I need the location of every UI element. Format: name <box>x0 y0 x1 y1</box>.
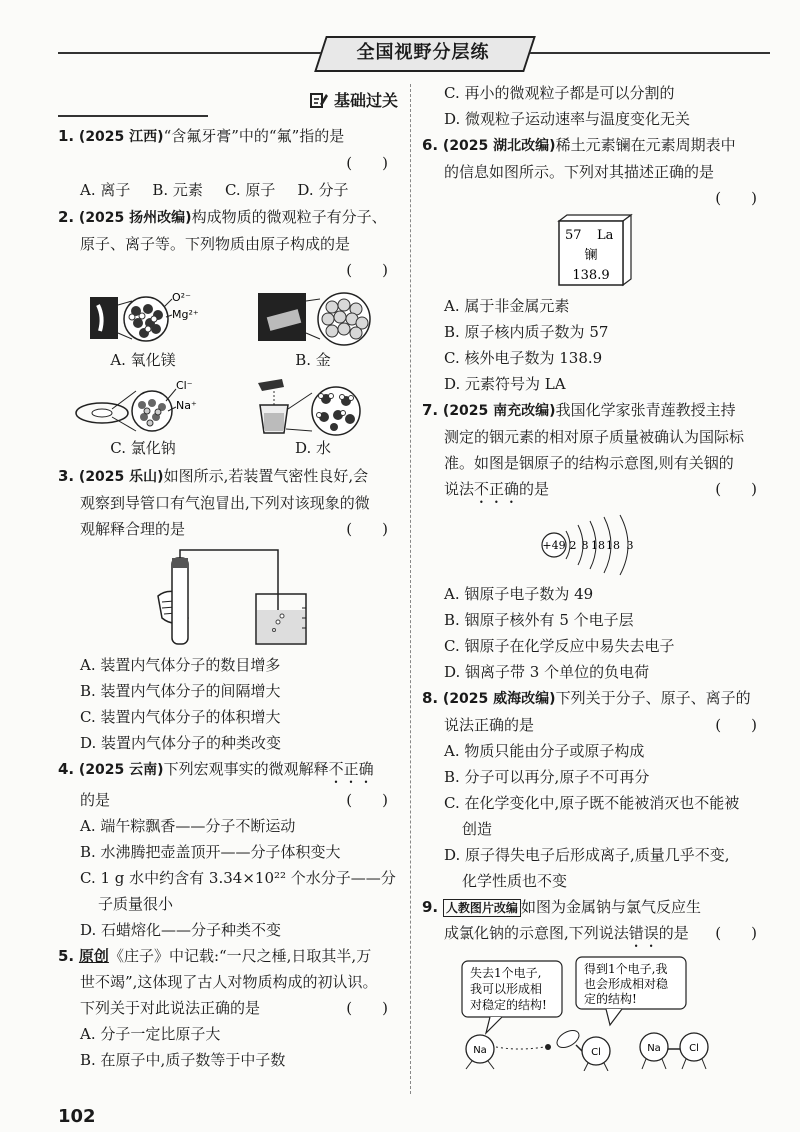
question-text: 如图为金属钠与氯气反应生 <box>520 898 701 916</box>
question-source: (2025 乐山) <box>78 469 164 485</box>
pencil-icon <box>310 91 328 109</box>
question-source: (2025 云南) <box>78 762 164 778</box>
shell-3-count: 18 <box>590 539 605 552</box>
figure-d[interactable] <box>228 375 398 459</box>
question-number: 5. <box>58 947 75 965</box>
shell-1-count: 2 <box>569 539 576 552</box>
answer-blank[interactable]: ( ) <box>715 716 757 734</box>
emphasis-text: 错误 <box>628 924 659 942</box>
emphasis-text: 不正确 <box>328 760 374 778</box>
left-column <box>58 80 398 1073</box>
question-text: 的是 <box>519 480 550 498</box>
option-c[interactable]: C. 铟原子在化学反应中易失去电子 <box>444 637 675 655</box>
answer-blank[interactable]: ( ) <box>715 480 757 498</box>
option-c[interactable]: C. 装置内气体分子的体积增大 <box>80 708 281 726</box>
question-source: (2025 南充改编) <box>442 403 556 419</box>
figure-caption: D. 水 <box>294 439 332 457</box>
question-text-cont: 的信息如图所示。下列对其描述正确的是 <box>444 163 715 181</box>
column-divider <box>410 84 411 1094</box>
question-text-cont <box>422 476 767 507</box>
question-number: 3. <box>58 467 75 485</box>
question-text: 说法 <box>444 480 475 498</box>
option-d[interactable]: D. 铟离子带 3 个单位的负电荷 <box>444 663 650 681</box>
section-underline <box>58 115 208 117</box>
option-a[interactable]: A. 装置内气体分子的数目增多 <box>80 656 281 674</box>
answer-blank[interactable]: ( ) <box>346 999 388 1017</box>
question-text-cont: 原子、离子等。下列物质由原子构成的是 <box>80 235 351 253</box>
question-text: 说法正确的是 <box>444 716 535 734</box>
element-symbol: La <box>596 228 613 243</box>
option-d[interactable]: D. 微观粒子运动速率与温度变化无关 <box>444 110 691 128</box>
option-b[interactable]: B. 铟原子核外有 5 个电子层 <box>444 611 634 629</box>
question-text: 如图所示,若装置气密性良好,会 <box>163 467 369 485</box>
page-title: 全国视野分层练 <box>356 42 490 63</box>
option-d-cont: 化学性质也不变 <box>462 872 568 890</box>
question-text-cont <box>422 712 767 738</box>
periodic-table-cell <box>555 213 635 289</box>
na-character-label: Na <box>472 1045 487 1056</box>
question-number: 9. <box>422 898 439 916</box>
option-d[interactable]: D. 分子 <box>297 181 349 199</box>
airtightness-apparatus <box>128 548 328 648</box>
question-number: 7. <box>422 401 439 419</box>
ion-label-oxygen: O²⁻ <box>172 291 191 304</box>
ion-label-magnesium: Mg²⁺ <box>172 308 199 321</box>
question-source: (2025 湖北改编) <box>442 138 556 154</box>
question-number: 6. <box>422 136 439 154</box>
shell-4-count: 18 <box>605 539 620 552</box>
question-9 <box>422 894 767 920</box>
answer-blank[interactable]: ( ) <box>346 154 388 172</box>
nucleus-charge: +49 <box>541 539 566 552</box>
figure-a[interactable] <box>58 287 228 371</box>
question-text: 下列关于分子、原子、离子的 <box>555 689 751 707</box>
option-c[interactable]: C. 核外电子数为 138.9 <box>444 349 603 367</box>
page-number: 102 <box>58 1106 96 1127</box>
figure-caption: A. 氧化镁 <box>110 351 176 369</box>
question-text: 成氯化钠的示意图,下列说法 <box>444 924 629 942</box>
question-5 <box>58 943 398 969</box>
element-name: 镧 <box>583 248 598 263</box>
question-text: 《庄子》中记载:“一尺之棰,日取其半,万 <box>108 947 372 965</box>
cl-ion-label: Cl <box>688 1043 699 1054</box>
question-text-cont: 观察到导管口有气泡冒出,下列对该现象的微 <box>80 494 370 512</box>
option-d[interactable]: D. 石蜡熔化——分子种类不变 <box>80 921 282 939</box>
option-a[interactable]: A. 离子 <box>80 181 131 199</box>
ion-label-sodium: Na⁺ <box>176 399 197 412</box>
option-c-cont: 子质量很小 <box>98 895 174 913</box>
question-text-cont <box>422 920 767 951</box>
option-c[interactable]: C. 原子 <box>224 181 276 199</box>
question-2 <box>58 204 398 231</box>
question-8 <box>422 685 767 712</box>
bubble-left-line-2: 我可以形成相 <box>469 982 542 996</box>
option-d[interactable]: D. 元素符号为 LA <box>444 375 566 393</box>
question-3 <box>58 463 398 490</box>
option-b[interactable]: B. 在原子中,质子数等于中子数 <box>80 1051 286 1069</box>
textbook-tag: 人教图片改编 <box>443 899 521 917</box>
question-number: 4. <box>58 760 75 778</box>
option-b[interactable]: B. 装置内气体分子的间隔增大 <box>80 682 281 700</box>
option-a[interactable]: A. 分子一定比原子大 <box>80 1025 221 1043</box>
answer-blank[interactable]: ( ) <box>715 924 757 942</box>
question-source: (2025 江西) <box>78 129 164 145</box>
magnesium-oxide-illustration <box>68 287 218 349</box>
question-text-cont: 世不竭”,这体现了古人对物质构成的初认识。 <box>80 973 378 991</box>
option-a[interactable]: A. 物质只能由分子或原子构成 <box>444 742 645 760</box>
option-a[interactable]: A. 属于非金属元素 <box>444 297 570 315</box>
option-c[interactable]: C. 1 g 水中约含有 3.34×10²² 个水分子——分 <box>80 869 396 887</box>
option-b[interactable]: B. 原子核内质子数为 57 <box>444 323 609 341</box>
question-text: 的是 <box>658 924 689 942</box>
question-number: 8. <box>422 689 439 707</box>
bubble-right-line-2: 也会形成相对稳 <box>583 977 668 991</box>
shell-5-count: 3 <box>626 539 633 552</box>
question-source: (2025 威海改编) <box>442 691 556 707</box>
question-text: 稀土元素镧在元素周期表中 <box>555 136 736 154</box>
question-source: 原创 <box>78 947 109 965</box>
option-c[interactable]: C. 在化学变化中,原子既不能被消灭也不能被 <box>444 794 740 812</box>
shell-2-count: 8 <box>581 539 588 552</box>
section-heading <box>58 88 398 111</box>
answer-blank[interactable]: ( ) <box>346 261 388 279</box>
option-b[interactable]: B. 分子可以再分,原子不可再分 <box>444 768 650 786</box>
options-row <box>58 176 398 204</box>
question-number: 1. <box>58 127 75 145</box>
water-illustration <box>238 375 388 437</box>
question-7 <box>422 397 767 424</box>
question-text: 下列宏观事实的微观解释 <box>163 760 329 778</box>
gold-illustration <box>238 287 388 349</box>
bubble-right-line-3: 定的结构! <box>583 992 637 1006</box>
option-a[interactable]: A. 铟原子电子数为 49 <box>444 585 594 603</box>
figure-grid <box>58 287 398 459</box>
atomic-mass: 138.9 <box>571 268 610 283</box>
question-number: 2. <box>58 208 75 226</box>
bubble-left-line-3: 对稳定的结构! <box>469 998 547 1012</box>
emphasis-text: 不正确 <box>474 480 520 498</box>
indium-atom-structure <box>540 511 650 577</box>
answer-blank[interactable]: ( ) <box>715 189 757 207</box>
question-text: 我国化学家张青莲教授主持 <box>555 401 736 419</box>
question-text-cont: 测定的铟元素的相对原子质量被确认为国际标 <box>444 428 745 446</box>
figure-c[interactable] <box>58 375 228 459</box>
option-c[interactable]: C. 再小的微观粒子都是可以分割的 <box>444 84 675 102</box>
answer-blank[interactable]: ( ) <box>346 791 388 809</box>
question-6 <box>422 132 767 159</box>
cl-character-label: Cl <box>590 1047 601 1058</box>
na-ion-label: Na <box>646 1043 661 1054</box>
option-d[interactable]: D. 原子得失电子后形成离子,质量几乎不变, <box>444 846 730 864</box>
sodium-chlorine-reaction-cartoon <box>440 955 750 1071</box>
question-text: 下列关于对此说法正确的是 <box>80 999 261 1017</box>
option-b[interactable]: B. 元素 <box>152 181 203 199</box>
question-1 <box>58 123 398 150</box>
answer-blank[interactable]: ( ) <box>346 520 388 538</box>
question-text: 的是 <box>80 791 111 809</box>
option-d[interactable]: D. 装置内气体分子的种类改变 <box>80 734 282 752</box>
figure-caption: B. 金 <box>295 351 331 369</box>
question-text: 构成物质的微观粒子有分子、 <box>191 208 387 226</box>
option-b[interactable]: B. 水沸腾把壶盖顶开——分子体积变大 <box>80 843 341 861</box>
question-text: “含氟牙膏”中的“氟”指的是 <box>163 127 345 145</box>
figure-caption: C. 氯化钠 <box>110 439 176 457</box>
right-column <box>422 80 767 1071</box>
question-text: 观解释合理的是 <box>80 520 186 538</box>
question-text-cont: 准。如图是铟原子的结构示意图,则有关铟的 <box>444 454 734 472</box>
option-a[interactable]: A. 端午粽飘香——分子不断运动 <box>80 817 296 835</box>
question-text-cont <box>58 516 398 542</box>
question-source: (2025 扬州改编) <box>78 210 192 226</box>
question-text-cont <box>58 995 398 1021</box>
figure-b[interactable] <box>228 287 398 371</box>
option-c-cont: 创造 <box>462 820 493 838</box>
sodium-chloride-illustration <box>68 375 218 437</box>
atomic-number: 57 <box>564 228 582 243</box>
section-title: 基础过关 <box>333 91 398 110</box>
question-text-cont <box>58 787 398 813</box>
ion-label-chloride: Cl⁻ <box>176 379 193 392</box>
bubble-left-line-1: 失去1个电子, <box>469 966 541 980</box>
bubble-right-line-1: 得到1个电子,我 <box>583 962 667 976</box>
question-4 <box>58 756 398 787</box>
